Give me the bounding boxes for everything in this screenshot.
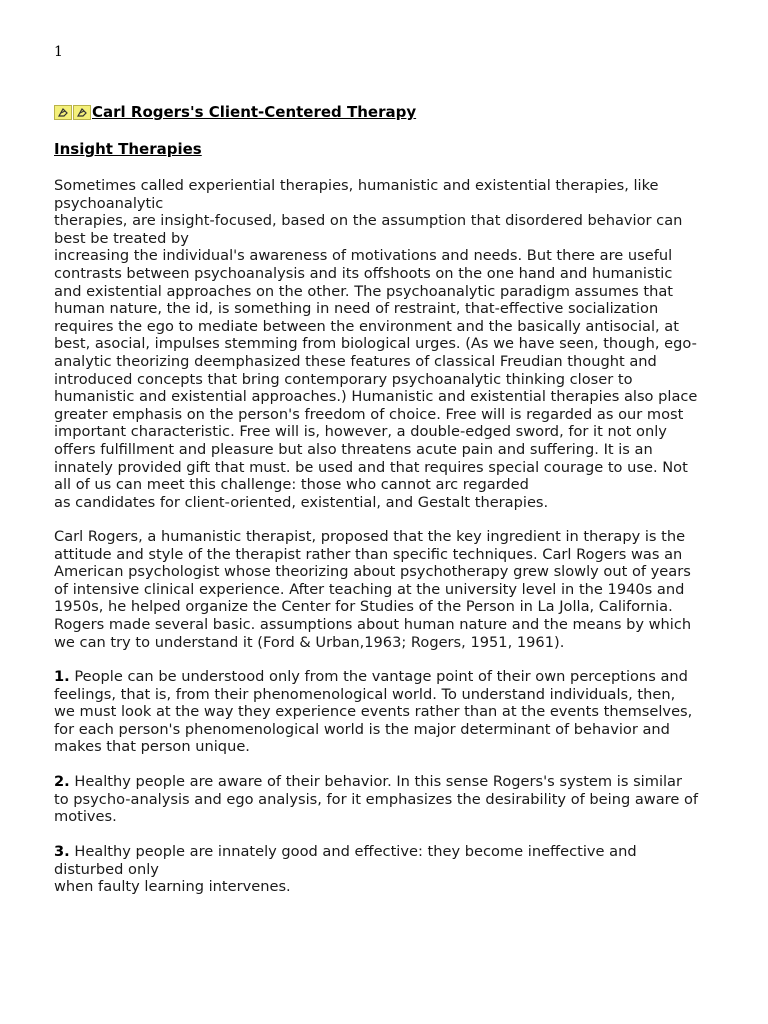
text-line: attitude and style of the therapist rather than specific techniques. Carl Rogers was an	[54, 545, 683, 563]
point-2	[54, 773, 734, 826]
text-line: American psychologist whose theorizing about psychotherapy grew slowly out of years	[54, 563, 691, 581]
text-line: best be treated by	[54, 229, 189, 247]
point-text: Healthy people are innately good and effective: they become ineffective and	[69, 843, 637, 860]
page-number: 1	[54, 44, 63, 60]
text-line: when faulty learning intervenes.	[54, 878, 291, 896]
text-line: analytic theorizing deemphasized these features of classical Freudian thought and	[54, 352, 657, 370]
text-line: innately provided gift that must. be used and that requires special courage to use. Not	[54, 458, 688, 476]
point-number: 1.	[54, 668, 70, 685]
point-text: People can be understood only from the vantage point of their own perceptions and	[69, 668, 688, 685]
text-line: humanistic and existential approaches.) Humanistic and existential therapies also place	[54, 388, 698, 406]
text-line: to psycho-analysis and ego analysis, for it emphasizes the desirability of being aware of	[54, 790, 699, 808]
text-line: requires the ego to mediate between the environment and the basically antisocial, at	[54, 317, 679, 335]
text-line: we can try to understand it (Ford & Urban,1963; Rogers, 1951, 1961).	[54, 633, 565, 651]
text-line: we must look at the way they experience events rather than at the events themselves,	[54, 703, 693, 721]
text-line: psychoanalytic	[54, 194, 164, 212]
point-1	[54, 668, 734, 756]
text-line	[54, 773, 734, 791]
section-heading: Insight Therapies	[54, 140, 202, 158]
point-text: Healthy people are aware of their behavior. In this sense Rogers's system is similar	[69, 773, 682, 790]
text-line: 1950s, he helped organize the Center for Studies of the Person in La Jolla, California.	[54, 598, 673, 616]
document-title: Carl Rogers's Client-Centered Therapy	[92, 103, 417, 121]
point-3	[54, 843, 734, 896]
text-line: best, asocial, impulses stemming from biological urges. (As we have seen, though, ego-	[54, 335, 697, 353]
point-number: 3.	[54, 843, 70, 860]
text-line: contrasts between psychoanalysis and its offshoots on the one hand and humanistic	[54, 264, 673, 282]
text-line: all of us can meet this challenge: those who cannot arc regarded	[54, 476, 529, 494]
text-line: for each person's phenomenological world is the major determinant of behavior and	[54, 720, 670, 738]
text-line: of intensive clinical experience. After teaching at the university level in the 1940s and	[54, 580, 685, 598]
text-line: important characteristic. Free will is, however, a double-edged sword, for it not only	[54, 423, 667, 441]
text-line: motives.	[54, 808, 117, 826]
title-line	[54, 103, 416, 121]
text-line: Sometimes called experiential therapies, humanistic and existential therapies, like	[54, 177, 659, 194]
text-line	[54, 843, 734, 861]
text-line: as candidates for client-oriented, existential, and Gestalt therapies.	[54, 493, 549, 511]
text-line	[54, 668, 734, 686]
text-line: and existential approaches on the other. The psychoanalytic paradigm assumes that	[54, 282, 674, 300]
text-line: feelings, that is, from their phenomenological world. To understand individuals, then,	[54, 685, 676, 703]
text-line: Carl Rogers, a humanistic therapist, proposed that the key ingredient in therapy is the	[54, 528, 686, 545]
text-line: therapies, are insight-focused, based on the assumption that disordered behavior can	[54, 212, 683, 230]
text-line: disturbed only	[54, 860, 159, 878]
text-line: offers fulfillment and pleasure but also threatens acute pain and suffering. It is an	[54, 440, 653, 458]
paragraph-insight-therapies	[54, 177, 734, 511]
text-line: increasing the individual's awareness of motivations and needs. But there are useful	[54, 247, 673, 265]
document-link-icon[interactable]	[54, 105, 72, 120]
text-line: makes that person unique.	[54, 738, 250, 756]
text-line: human nature, the id, is something in need of restraint, that-effective socialization	[54, 300, 659, 318]
text-line: Rogers made several basic. assumptions about human nature and the means by which	[54, 615, 692, 633]
text-line: introduced concepts that bring contemporary psychoanalytic thinking closer to	[54, 370, 633, 388]
point-number: 2.	[54, 773, 70, 790]
paragraph-carl-rogers	[54, 528, 734, 651]
document-link-icon[interactable]	[73, 105, 91, 120]
text-line: greater emphasis on the person's freedom of choice. Free will is regarded as our most	[54, 405, 684, 423]
